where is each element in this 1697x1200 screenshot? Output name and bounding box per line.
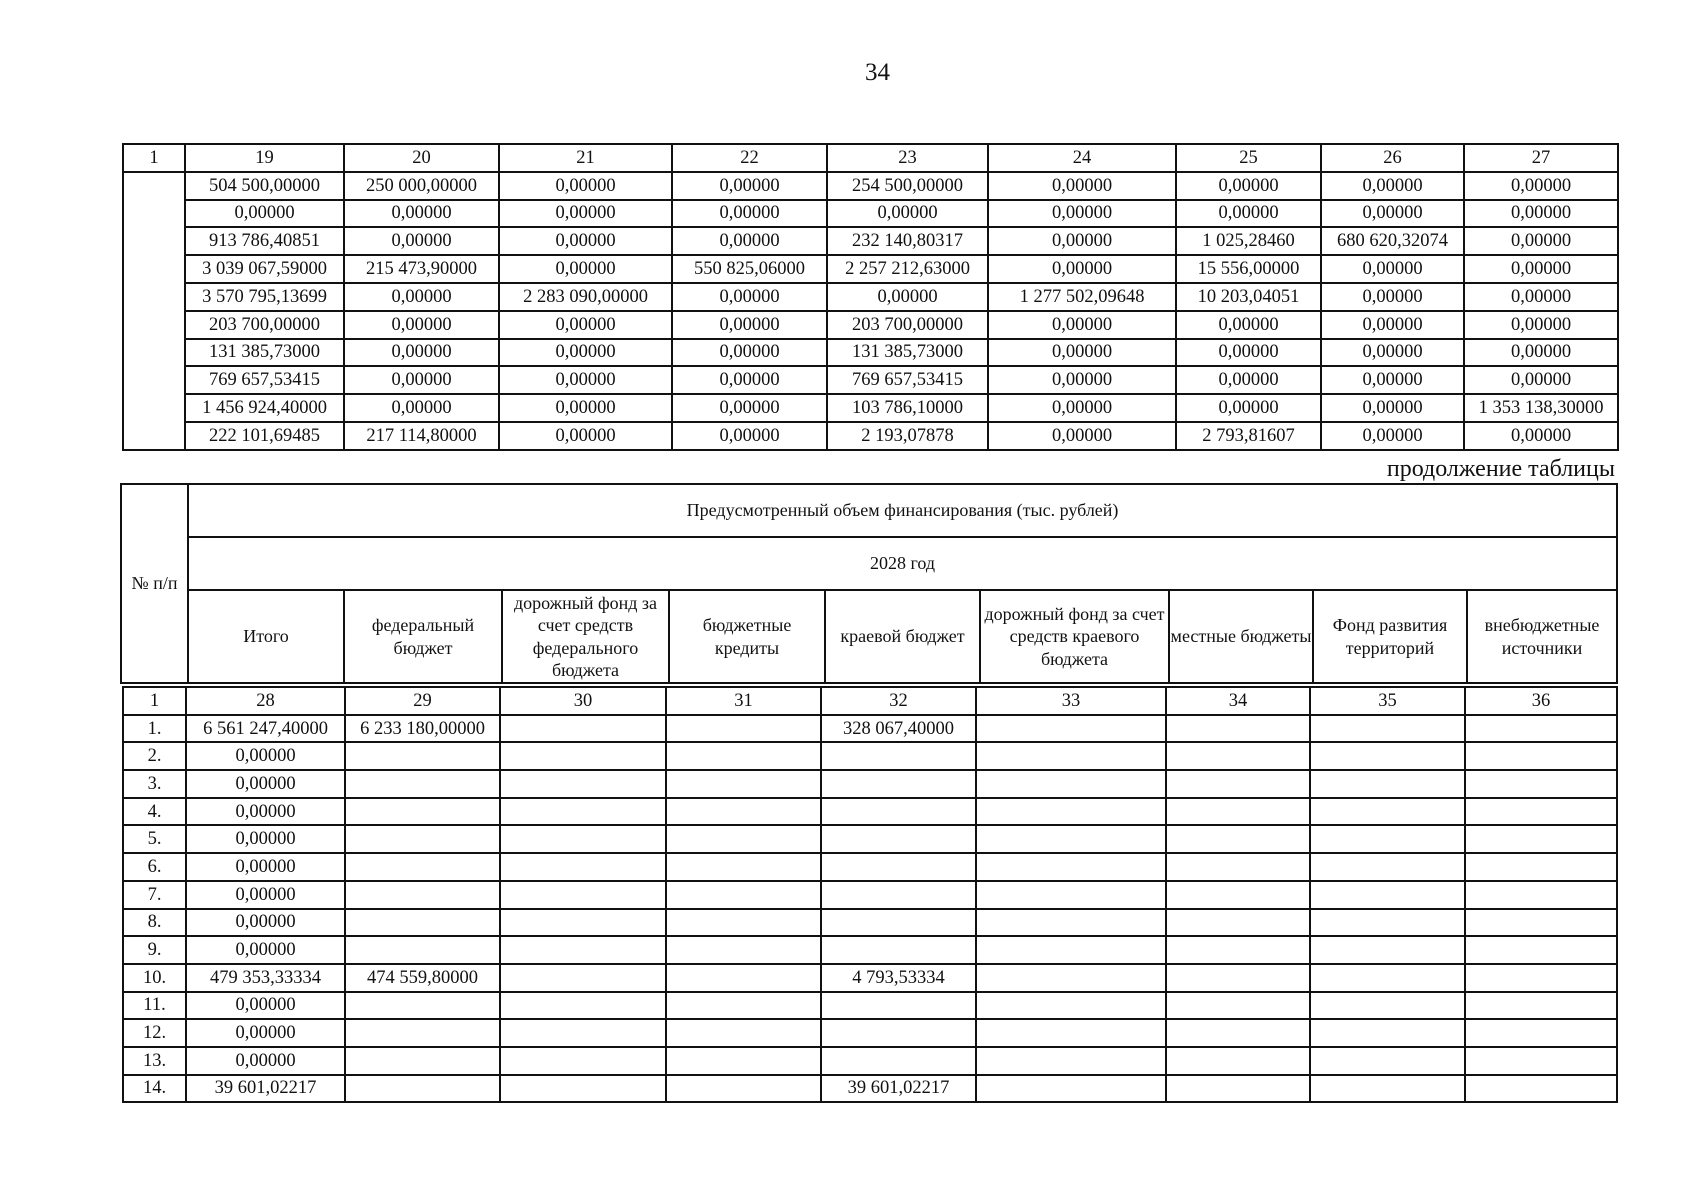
table-cell [1465, 715, 1617, 743]
table-cell [1310, 742, 1465, 770]
table-cell: 3 039 067,59000 [185, 255, 344, 283]
table-cell [1166, 770, 1310, 798]
column-number-cell: 36 [1465, 687, 1617, 715]
table-cell: 0,00000 [186, 909, 345, 937]
table-cell: 15 556,00000 [1176, 255, 1321, 283]
table-cell: 0,00000 [344, 200, 499, 228]
table-cell: 0,00000 [1176, 394, 1321, 422]
table-cell: 0,00000 [1464, 200, 1618, 228]
table-cell [976, 909, 1166, 937]
table-cell: 0,00000 [672, 172, 827, 200]
table-cell: 1 456 924,40000 [185, 394, 344, 422]
table-cell [1166, 1019, 1310, 1047]
table-cell: 769 657,53415 [185, 366, 344, 394]
table-cell: 0,00000 [186, 881, 345, 909]
table-cell: 0,00000 [1321, 200, 1464, 228]
table-cell [500, 881, 666, 909]
table-cell [1310, 853, 1465, 881]
table-cell [1465, 742, 1617, 770]
table-cell: 0,00000 [499, 255, 672, 283]
table-cell: 6 561 247,40000 [186, 715, 345, 743]
table-cell [1465, 1075, 1617, 1103]
table-cell: 131 385,73000 [185, 339, 344, 367]
table-cell: 0,00000 [186, 1047, 345, 1075]
table-cell [666, 825, 821, 853]
table-cell: 232 140,80317 [827, 227, 988, 255]
table-cell [500, 1075, 666, 1103]
table-row [123, 366, 1618, 394]
table-row [123, 394, 1618, 422]
table-cell: 0,00000 [1321, 255, 1464, 283]
table-cell [976, 742, 1166, 770]
table-row [123, 881, 1617, 909]
table-row [123, 1019, 1617, 1047]
table-cell [666, 909, 821, 937]
table-cell [1166, 992, 1310, 1020]
table-cell: 2 257 212,63000 [827, 255, 988, 283]
table-continuation-caption: продолжение таблицы [1386, 456, 1615, 482]
column-number-cell: 26 [1321, 144, 1464, 172]
table-cell [500, 1019, 666, 1047]
table-cell: 0,00000 [988, 422, 1176, 450]
table-cell [1166, 715, 1310, 743]
table-cell [1310, 1019, 1465, 1047]
table-cell [976, 936, 1166, 964]
table-row [123, 200, 1618, 228]
table-cell [976, 825, 1166, 853]
table-cell [1310, 770, 1465, 798]
table-cell: 217 114,80000 [344, 422, 499, 450]
table-row [123, 1047, 1617, 1075]
table-cell [1310, 992, 1465, 1020]
bottom-table [122, 686, 1618, 1103]
table-cell [666, 992, 821, 1020]
table-cell: 0,00000 [1176, 366, 1321, 394]
table-cell [821, 770, 976, 798]
column-header: бюджетные кредиты [669, 590, 825, 683]
table-row [123, 172, 1618, 200]
column-header: Фонд развития территорий [1313, 590, 1467, 683]
column-number-cell: 20 [344, 144, 499, 172]
table-cell: 0,00000 [344, 227, 499, 255]
column-number-row [123, 687, 1617, 715]
table-cell: 0,00000 [344, 366, 499, 394]
table-cell [666, 715, 821, 743]
table-cell: 0,00000 [988, 366, 1176, 394]
table-cell: 0,00000 [1464, 339, 1618, 367]
table-cell [976, 798, 1166, 826]
table-row [123, 715, 1617, 743]
table-cell: 0,00000 [186, 1019, 345, 1047]
funding-header-table [120, 483, 1618, 684]
table-cell [1465, 992, 1617, 1020]
table-cell [345, 798, 500, 826]
column-header: краевой бюджет [825, 590, 980, 683]
table-cell: 0,00000 [988, 394, 1176, 422]
table-cell: 680 620,32074 [1321, 227, 1464, 255]
table-cell [1310, 1047, 1465, 1075]
column-number-cell: 23 [827, 144, 988, 172]
table-cell: 0,00000 [1464, 283, 1618, 311]
table-cell [821, 909, 976, 937]
table-cell [1465, 881, 1617, 909]
table-cell: 0,00000 [1464, 172, 1618, 200]
table-cell: 0,00000 [827, 200, 988, 228]
table-cell: 0,00000 [1321, 366, 1464, 394]
column-number-cell: 30 [500, 687, 666, 715]
table-row [123, 825, 1617, 853]
row-number-cell: 14. [123, 1075, 186, 1103]
top-table [122, 143, 1619, 451]
table-cell [1465, 798, 1617, 826]
column-number-cell: 34 [1166, 687, 1310, 715]
table-cell [976, 1019, 1166, 1047]
table-row [123, 1075, 1617, 1103]
table-cell [1166, 853, 1310, 881]
table-cell [345, 1047, 500, 1075]
column-number-cell: 35 [1310, 687, 1465, 715]
table-row [123, 798, 1617, 826]
table-cell [1166, 825, 1310, 853]
table-cell [821, 881, 976, 909]
table-cell [1166, 964, 1310, 992]
table-cell [345, 825, 500, 853]
column-number-cell: 31 [666, 687, 821, 715]
table-cell [1166, 798, 1310, 826]
table-cell: 0,00000 [672, 311, 827, 339]
table-row [123, 422, 1618, 450]
row-number-cell: 11. [123, 992, 186, 1020]
table-cell: 1 025,28460 [1176, 227, 1321, 255]
table-cell [666, 742, 821, 770]
table-cell [976, 992, 1166, 1020]
row-number-cell: 3. [123, 770, 186, 798]
table-cell [1465, 936, 1617, 964]
table-cell [666, 1047, 821, 1075]
row-number-cell: 9. [123, 936, 186, 964]
table-cell [1310, 881, 1465, 909]
row-number-cell: 5. [123, 825, 186, 853]
table-cell: 0,00000 [186, 798, 345, 826]
table-row [123, 742, 1617, 770]
table-cell: 131 385,73000 [827, 339, 988, 367]
table-cell: 0,00000 [499, 422, 672, 450]
table-cell: 203 700,00000 [827, 311, 988, 339]
table-cell: 203 700,00000 [185, 311, 344, 339]
table-cell: 2 283 090,00000 [499, 283, 672, 311]
table-cell: 0,00000 [988, 339, 1176, 367]
table-cell: 0,00000 [988, 172, 1176, 200]
table-cell: 0,00000 [1176, 311, 1321, 339]
table-cell [500, 1047, 666, 1075]
column-number-cell: 24 [988, 144, 1176, 172]
table-cell [1310, 798, 1465, 826]
table-cell [1310, 936, 1465, 964]
table-cell: 0,00000 [988, 311, 1176, 339]
table-cell: 0,00000 [499, 394, 672, 422]
table-cell [345, 992, 500, 1020]
row-number-cell: 7. [123, 881, 186, 909]
table-cell [345, 853, 500, 881]
table-cell [976, 881, 1166, 909]
table-row [123, 909, 1617, 937]
table-cell: 0,00000 [672, 283, 827, 311]
table-cell: 0,00000 [1321, 311, 1464, 339]
column-number-cell: 32 [821, 687, 976, 715]
table-cell [1465, 853, 1617, 881]
column-header: федеральный бюджет [344, 590, 502, 683]
table-cell [976, 1047, 1166, 1075]
table-cell: 0,00000 [344, 311, 499, 339]
table-cell [500, 909, 666, 937]
table-cell: 0,00000 [672, 422, 827, 450]
row-number-cell: 4. [123, 798, 186, 826]
table-cell [1310, 825, 1465, 853]
table-cell: 0,00000 [988, 200, 1176, 228]
table-cell [1166, 909, 1310, 937]
table-cell: 769 657,53415 [827, 366, 988, 394]
table-cell [500, 798, 666, 826]
table-cell: 0,00000 [672, 339, 827, 367]
table-cell: 0,00000 [1176, 339, 1321, 367]
table-cell [1310, 964, 1465, 992]
table-cell: 103 786,10000 [827, 394, 988, 422]
table-cell [1465, 1047, 1617, 1075]
table-cell: 0,00000 [1176, 172, 1321, 200]
table-cell [500, 936, 666, 964]
table-row [123, 964, 1617, 992]
table-cell [345, 770, 500, 798]
table-cell: 0,00000 [1321, 339, 1464, 367]
table-cell: 474 559,80000 [345, 964, 500, 992]
table-cell: 254 500,00000 [827, 172, 988, 200]
table-cell: 222 101,69485 [185, 422, 344, 450]
table-cell [666, 1075, 821, 1103]
table-cell: 0,00000 [185, 200, 344, 228]
table-cell: 0,00000 [672, 227, 827, 255]
table-cell [821, 1047, 976, 1075]
table-cell [345, 909, 500, 937]
table-cell [1310, 909, 1465, 937]
table-cell: 479 353,33334 [186, 964, 345, 992]
table-cell [500, 742, 666, 770]
row-number-cell: 1. [123, 715, 186, 743]
table-cell [666, 770, 821, 798]
table-cell [666, 936, 821, 964]
table-row [123, 853, 1617, 881]
column-number-cell: 21 [499, 144, 672, 172]
table-cell [1465, 1019, 1617, 1047]
table-cell: 2 793,81607 [1176, 422, 1321, 450]
table-cell: 0,00000 [499, 311, 672, 339]
table-cell: 0,00000 [672, 200, 827, 228]
table-cell [500, 715, 666, 743]
column-number-cell: 22 [672, 144, 827, 172]
column-header: внебюджетные источники [1467, 590, 1617, 683]
table-cell [976, 853, 1166, 881]
table-row [123, 255, 1618, 283]
table-cell: 0,00000 [1321, 422, 1464, 450]
table-cell [345, 1075, 500, 1103]
table-cell [1465, 825, 1617, 853]
table-cell: 0,00000 [186, 853, 345, 881]
column-header: Итого [188, 590, 344, 683]
table-cell: 250 000,00000 [344, 172, 499, 200]
table-cell: 39 601,02217 [186, 1075, 345, 1103]
table-cell: 0,00000 [186, 825, 345, 853]
table-cell: 0,00000 [344, 339, 499, 367]
table-cell: 2 193,07878 [827, 422, 988, 450]
table-cell [1166, 1075, 1310, 1103]
table-row [123, 936, 1617, 964]
table-cell [1166, 936, 1310, 964]
table-cell [976, 715, 1166, 743]
table-cell [500, 964, 666, 992]
table-cell [500, 992, 666, 1020]
table-cell [345, 936, 500, 964]
table-cell: 0,00000 [1321, 394, 1464, 422]
column-number-cell: 1 [123, 144, 185, 172]
column-number-cell: 19 [185, 144, 344, 172]
table-cell: 0,00000 [344, 394, 499, 422]
table-cell: 0,00000 [499, 200, 672, 228]
column-number-cell: 1 [123, 687, 186, 715]
column-number-cell: 29 [345, 687, 500, 715]
row-number-cell: 12. [123, 1019, 186, 1047]
table-cell: 3 570 795,13699 [185, 283, 344, 311]
table-cell [1166, 742, 1310, 770]
column-header: дорожный фонд за счет средств федерального бюджета [502, 590, 669, 683]
column-number-cell: 27 [1464, 144, 1618, 172]
table-cell: 0,00000 [827, 283, 988, 311]
row-number-cell [123, 172, 185, 450]
table-cell: 4 793,53334 [821, 964, 976, 992]
table-cell [976, 964, 1166, 992]
table-cell [821, 853, 976, 881]
column-number-cell: 33 [976, 687, 1166, 715]
row-number-cell: 6. [123, 853, 186, 881]
table-cell [1310, 715, 1465, 743]
table-cell [1465, 770, 1617, 798]
table-cell [1465, 964, 1617, 992]
table-cell: 6 233 180,00000 [345, 715, 500, 743]
table-cell: 0,00000 [186, 770, 345, 798]
table-cell: 0,00000 [988, 255, 1176, 283]
row-number-cell: 2. [123, 742, 186, 770]
table-cell [666, 1019, 821, 1047]
column-header: дорожный фонд за счет средств краевого бюджета [980, 590, 1169, 683]
table-row [123, 770, 1617, 798]
table-cell: 0,00000 [186, 936, 345, 964]
table-cell: 0,00000 [1464, 311, 1618, 339]
table-cell: 0,00000 [1464, 422, 1618, 450]
row-number-header: № п/п [121, 484, 188, 683]
table-cell: 0,00000 [499, 339, 672, 367]
table-cell: 550 825,06000 [672, 255, 827, 283]
column-number-row [123, 144, 1618, 172]
row-number-cell: 13. [123, 1047, 186, 1075]
table-cell [666, 964, 821, 992]
row-number-cell: 8. [123, 909, 186, 937]
table-cell [1166, 1047, 1310, 1075]
table-cell: 215 473,90000 [344, 255, 499, 283]
table-cell: 0,00000 [499, 366, 672, 394]
table-cell: 0,00000 [1321, 283, 1464, 311]
table-cell [821, 992, 976, 1020]
table-cell [666, 798, 821, 826]
table-cell [1310, 1075, 1465, 1103]
column-header: местные бюджеты [1169, 590, 1313, 683]
table-cell [976, 1075, 1166, 1103]
table-cell: 913 786,40851 [185, 227, 344, 255]
table-cell [666, 853, 821, 881]
table-row [123, 311, 1618, 339]
table-cell: 10 203,04051 [1176, 283, 1321, 311]
table-row [123, 227, 1618, 255]
table-cell: 0,00000 [1464, 255, 1618, 283]
table-cell [345, 742, 500, 770]
table-cell: 0,00000 [186, 992, 345, 1020]
table-cell: 0,00000 [988, 227, 1176, 255]
table-cell: 0,00000 [499, 227, 672, 255]
table-cell: 39 601,02217 [821, 1075, 976, 1103]
year-header: 2028 год [188, 537, 1617, 590]
column-number-cell: 25 [1176, 144, 1321, 172]
table-cell [821, 742, 976, 770]
table-cell: 0,00000 [499, 172, 672, 200]
table-cell: 0,00000 [186, 742, 345, 770]
table-cell [666, 881, 821, 909]
table-cell: 0,00000 [1321, 172, 1464, 200]
table-cell: 0,00000 [344, 283, 499, 311]
table-cell [500, 853, 666, 881]
table-cell: 0,00000 [1176, 200, 1321, 228]
table-row [123, 283, 1618, 311]
table-cell: 1 353 138,30000 [1464, 394, 1618, 422]
table-row [123, 992, 1617, 1020]
table-cell [821, 798, 976, 826]
table-cell [821, 936, 976, 964]
page-number: 34 [865, 59, 890, 86]
column-number-cell: 28 [186, 687, 345, 715]
table-cell: 0,00000 [1464, 366, 1618, 394]
table-cell: 0,00000 [672, 366, 827, 394]
table-cell [1166, 881, 1310, 909]
funding-title: Предусмотренный объем финансирования (тыс. рублей) [188, 484, 1617, 537]
table-cell [345, 1019, 500, 1047]
table-cell: 0,00000 [672, 394, 827, 422]
table-cell: 0,00000 [1464, 227, 1618, 255]
table-cell [500, 770, 666, 798]
table-cell [821, 1019, 976, 1047]
table-cell [1465, 909, 1617, 937]
table-cell: 1 277 502,09648 [988, 283, 1176, 311]
table-cell [500, 825, 666, 853]
table-cell [821, 825, 976, 853]
table-cell: 504 500,00000 [185, 172, 344, 200]
table-cell [976, 770, 1166, 798]
table-cell [345, 881, 500, 909]
row-number-cell: 10. [123, 964, 186, 992]
table-cell: 328 067,40000 [821, 715, 976, 743]
table-row [123, 339, 1618, 367]
